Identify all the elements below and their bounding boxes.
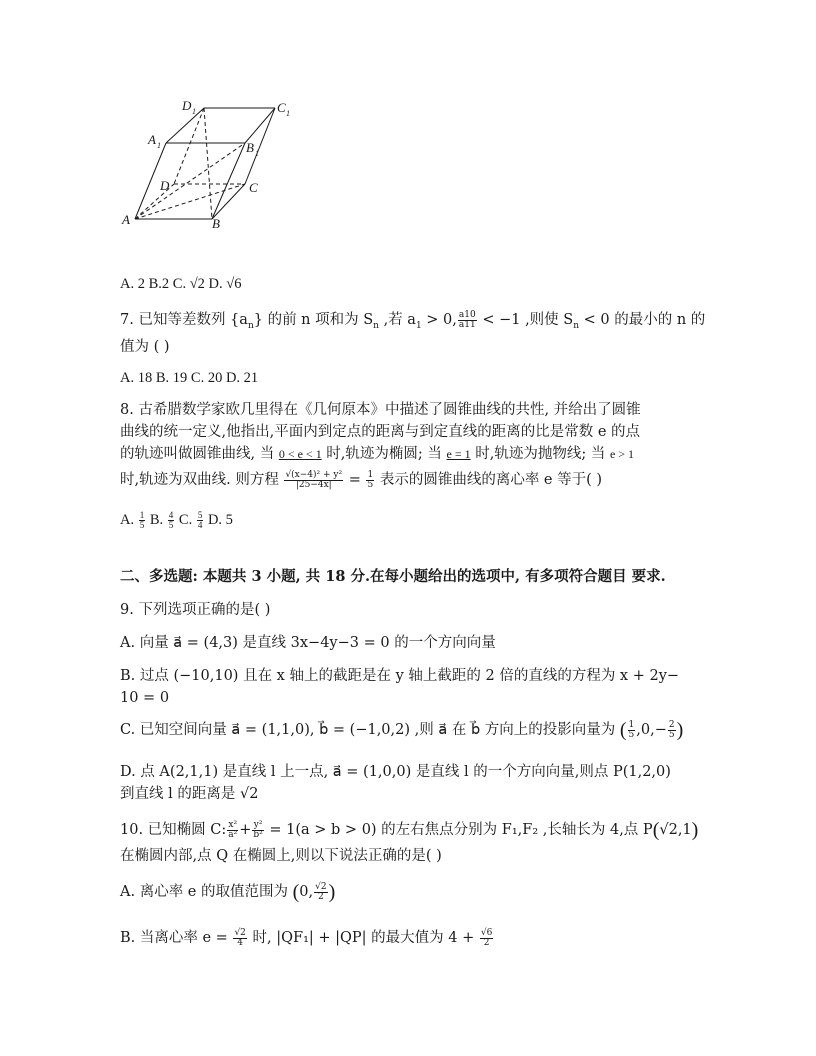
label-b1: B [246, 140, 254, 155]
svg-text:1: 1 [286, 109, 290, 118]
edge-b1c1 [245, 108, 275, 143]
q9-option-d-line1: D. 点 A(2,1,1) 是直线 l 上一点, a⃗ = (1,0,0) 是直线 l 的一个方向向量,则点 P(1,2,0) [120, 764, 671, 780]
q9-option-a: A. 向量 a⃗ = (4,3) 是直线 3x−4y−3 = 0 的一个方向向量 [120, 635, 496, 651]
edge-dd1-hidden [174, 108, 204, 184]
section2-heading: 二、多选题: 本题共 3 小题, 共 18 分.在每小题给出的选项中, 有多项符合题目 要求. [120, 568, 666, 585]
label-d: D [160, 178, 170, 193]
q9-option-d-line2: 到直线 l 的距离是 √2 [120, 786, 259, 802]
svg-text:1: 1 [255, 149, 259, 158]
label-c: C [249, 180, 258, 195]
q9-option-b-line2: 10 = 0 [120, 690, 170, 706]
q8-line4: 时,轨迹为双曲线. 则方程 $\frac{\text{√(x−4)² + y²}}{|25-4x|}$ = $\frac{1}{5}$ 表示的圆锥曲线的离心率 e 等于( ) [120, 469, 603, 490]
q10-option-b: B. 当离心率 e = $\frac{√2}{4}$ 时, |QF₁| + |QP| 的最大值为 4 + $\frac{√6}{2}$ [120, 927, 493, 948]
label-a: A [122, 212, 130, 227]
q9-stem: 9. 下列选项正确的是( ) [120, 602, 271, 618]
diag-d1b-hidden [204, 108, 212, 219]
label-c1: C [277, 100, 286, 115]
q6-options: A. 2 B.2 C. √2 D. √6 [120, 276, 242, 292]
label-a1: A [148, 132, 156, 147]
svg-text:1: 1 [157, 141, 161, 150]
label-b: B [212, 216, 220, 231]
q10-option-a: A. 离心率 e 的取值范围为 (0, $\frac{√2}{2}$ ) [120, 881, 336, 903]
q9-option-c: C. 已知空间向量 a⃗ = (1,1,0), b⃗ = (−1,0,2) ,则 a⃗ 在 b⃗ 方向上的投影向量为 ( $\frac{1}{5}$ ,0,− $\frac{2}{5}$ ) [120, 719, 684, 741]
q8-line1: 8. 古希腊数学家欧几里得在《几何原本》中描述了圆锥曲线的共性, 并给出了圆锥 [120, 402, 641, 418]
label-d1: D [182, 98, 192, 113]
svg-text:1: 1 [192, 107, 196, 116]
q8-options: A. $\frac{1}{5}$ B. $\frac{4}{5}$ C. $\frac{5}{4}$ D. 5 [120, 510, 233, 531]
q7-options: A. 18 B. 19 C. 20 D. 21 [120, 370, 259, 386]
parallelepiped-figure [118, 96, 298, 236]
q8-line2: 曲线的统一定义,他指出,平面内到定点的距离与到定直线的距离的比是常数 e 的点 [120, 424, 641, 440]
q7-stem-line2: 值为 ( ) [120, 339, 170, 355]
q10-stem-line1: 10. 已知椭圆 C: $\frac{\text{x²}}{\text{a²}}$ + $\frac{\text{y²}}{\text{b²}}$ = 1(a > b > 0) 的左右焦点分别为 F₁,F₂ ,长轴长为 4,点 P(√2,1) [120, 819, 699, 841]
edge-a1d1 [166, 108, 204, 143]
q7-stem-line1: 7. 已知等差数列 $\{a_n\}$ 的前 n 项和为 $S_n$ ,若 $a_1 > 0$, $\frac{a10}{a11}$ < −1 ,则使 $S_n < 0$ 的最小的 n 的 [120, 309, 706, 331]
q9-option-b-line1: B. 过点 (−10,10) 且在 x 轴上的截距是在 y 轴上截距的 2 倍的直线的方程为 x + 2y− [120, 668, 680, 684]
q10-stem-line2: 在椭圆内部,点 Q 在椭圆上,则以下说法正确的是( ) [120, 848, 442, 864]
q8-line3: 的轨迹叫做圆锥曲线, 当 0 < e < 1 时,轨迹为椭圆; 当 e = 1 时,轨迹为抛物线; 当 e > 1 [120, 446, 635, 462]
